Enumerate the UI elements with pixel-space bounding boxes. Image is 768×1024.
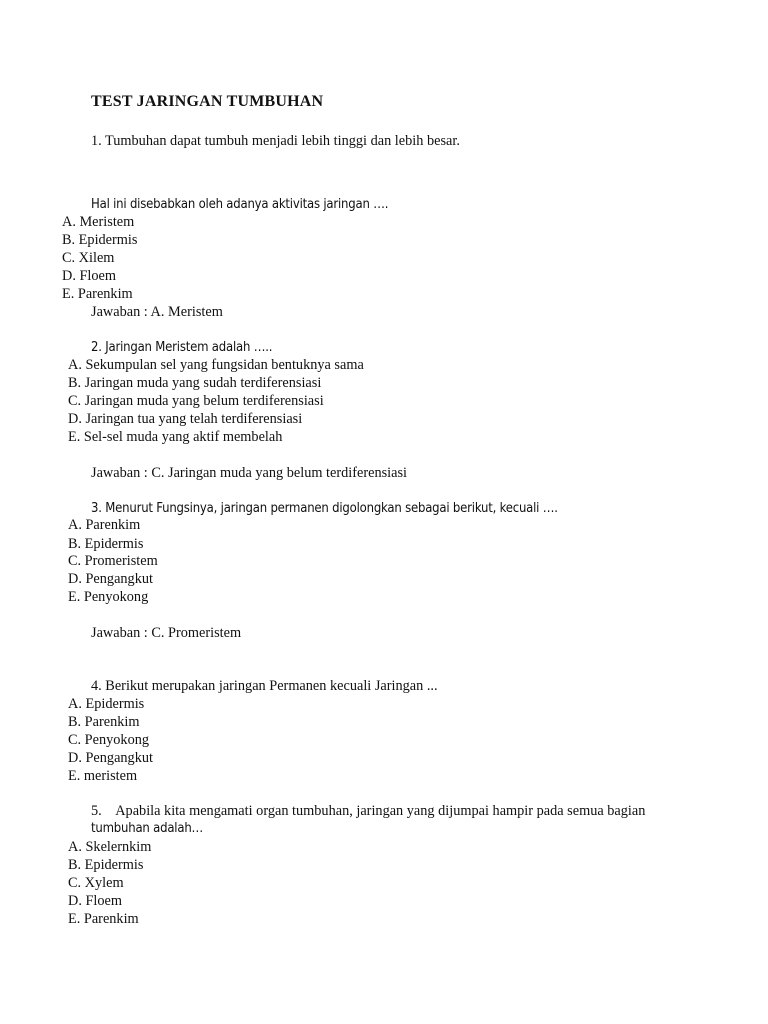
question-4-option-b: B. Parenkim [68,714,140,730]
question-3-option-b: B. Epidermis [68,536,144,552]
question-4-option-a: A. Epidermis [68,696,145,712]
question-2-option-c: C. Jaringan muda yang belum terdiferensiasi [68,393,324,409]
question-5-option-e: E. Parenkim [68,911,139,927]
question-5-stem-continued: tumbuhan adalah… [91,821,204,836]
question-2-option-d: D. Jaringan tua yang telah terdiferensiasi [68,411,303,427]
question-4-stem: 4. Berikut merupakan jaringan Permanen kecuali Jaringan ... [91,678,438,694]
question-1-stem-continued: Hal ini disebabkan oleh adanya aktivitas jaringan …. [91,197,389,212]
question-1-answer: Jawaban : A. Meristem [91,304,223,320]
page-title: TEST JARINGAN TUMBUHAN [91,93,324,110]
question-5-option-c: C. Xylem [68,875,124,891]
question-1-option-c: C. Xilem [62,250,115,266]
question-1-option-a: A. Meristem [62,214,135,230]
question-4-option-c: C. Penyokong [68,732,150,748]
question-1-option-e: E. Parenkim [62,286,133,302]
question-1-stem: 1. Tumbuhan dapat tumbuh menjadi lebih tinggi dan lebih besar. [91,133,460,149]
question-5-option-b: B. Epidermis [68,857,144,873]
question-2-stem: 2. Jaringan Meristem adalah ….. [91,340,273,355]
question-5-stem: 5. Apabila kita mengamati organ tumbuhan, jaringan yang dijumpai hampir pada semua bagian [91,803,646,819]
question-3-option-c: C. Promeristem [68,553,158,569]
question-2-option-b: B. Jaringan muda yang sudah terdiferensiasi [68,375,322,391]
question-2-option-e: E. Sel-sel muda yang aktif membelah [68,429,283,445]
question-2-option-a: A. Sekumpulan sel yang fungsidan bentuknya sama [68,357,364,373]
question-4-option-d: D. Pengangkut [68,750,153,766]
question-1-option-d: D. Floem [62,268,117,284]
question-5-option-d: D. Floem [68,893,123,909]
question-5-option-a: A. Skelernkim [68,839,152,855]
question-1-option-b: B. Epidermis [62,232,138,248]
question-3-answer: Jawaban : C. Promeristem [91,625,242,641]
question-3-option-e: E. Penyokong [68,589,149,605]
question-3-stem: 3. Menurut Fungsinya, jaringan permanen digolongkan sebagai berikut, kecuali …. [91,501,558,516]
question-3-option-a: A. Parenkim [68,517,141,533]
question-3-option-d: D. Pengangkut [68,571,153,587]
question-2-answer: Jawaban : C. Jaringan muda yang belum terdiferensiasi [91,465,408,481]
question-4-option-e: E. meristem [68,768,138,784]
